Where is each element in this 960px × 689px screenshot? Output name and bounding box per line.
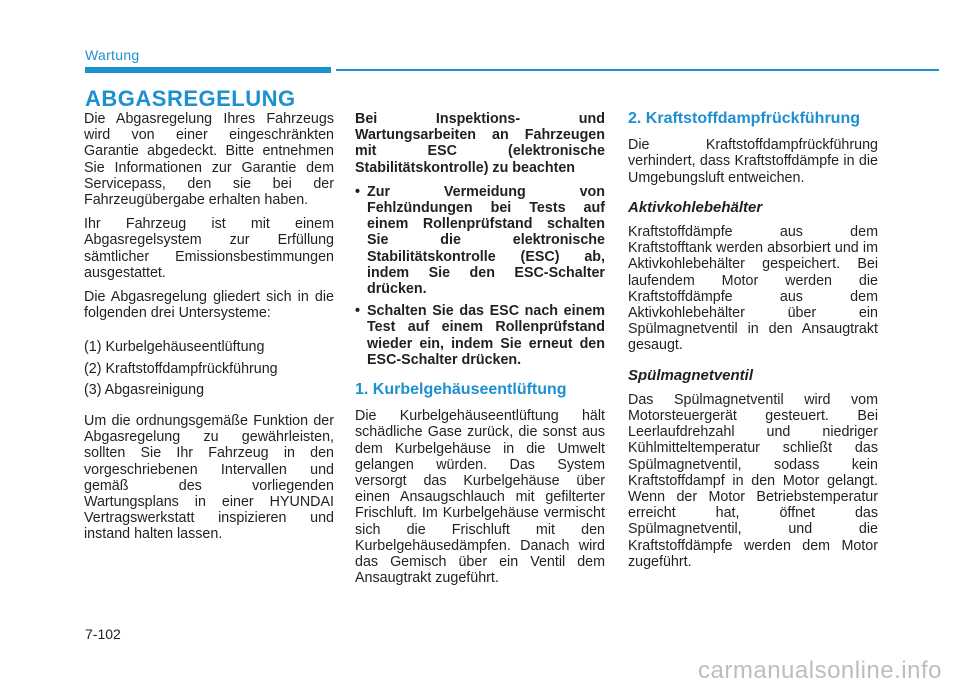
paragraph: Ihr Fahrzeug ist mit einem Abgasregelsystem zur Erfüllung sämtlicher Emissionsbestimmungen ausgestattet. <box>84 216 334 281</box>
header-rule-thin <box>336 69 939 71</box>
header-rule-thick <box>85 67 331 73</box>
paragraph: Kraftstoffdämpfe aus dem Kraftstofftank werden absorbiert und im Aktivkohlebehälter gespeichert. Bei laufendem Motor werden die Kraftstoffdämpfe aus dem Aktivkohlebehälter über ein Spülmagnetventil in den Ansaugtrakt gesaugt. <box>628 224 878 354</box>
esc-bullet-list <box>355 184 605 368</box>
section-heading: 1. Kurbelgehäuseentlüftung <box>355 381 567 399</box>
esc-notice-heading: Bei Inspektions- und Wartungsarbeiten an Fahrzeugen mit ESC (elektronische Stabilitätskontrolle) zu beachten <box>355 111 605 176</box>
subsection-heading: Aktivkohlebehälter <box>628 198 763 216</box>
column-1 <box>84 111 334 551</box>
paragraph: Um die ordnungsgemäße Funktion der Abgasregelung zu gewährleisten, sollten Sie Ihr Fahrzeug in den vorgeschriebenen Intervallen und gemäß des vorliegenden Wartungsplans in einer HYUNDAI Vertragswerkstatt inspizieren und instand halten lassen. <box>84 413 334 543</box>
page-number: 7-102 <box>85 626 121 642</box>
paragraph: Die Abgasregelung gliedert sich in die folgenden drei Untersysteme: <box>84 289 334 322</box>
section-heading: 2. Kraftstoffdampfrückführung <box>628 110 860 127</box>
subsection-heading: Spülmagnetventil <box>628 366 754 384</box>
list-item: (2) Kraftstoffdampfrückführung <box>84 360 278 377</box>
paragraph: Die Kraftstoffdampfrückführung verhindert, dass Kraftstoffdämpfe in die Umgebungsluft entweichen. <box>628 137 878 186</box>
bullet-item: • Schalten Sie das ESC nach einem Test auf einem Rollenprüfstand wieder ein, indem Sie erneut den ESC-Schalter drücken. <box>355 303 605 368</box>
column-3 <box>628 111 878 578</box>
section-label: Wartung <box>85 47 140 63</box>
bullet-item: • Zur Vermeidung von Fehlzündungen bei Tests auf einem Rollenprüfstand schalten Sie die elektronische Stabilitätskontrolle (ESC) ab, indem Sie den ESC-Schalter drücken. <box>355 184 605 297</box>
column-2 <box>355 111 605 594</box>
paragraph: Das Spülmagnetventil wird vom Motorsteuergerät gesteuert. Bei Leerlaufdrehzahl und niedriger Kühlmitteltemperatur schließt das Spülmagnetventil, sodass kein Kraftstoffdampf in den Motor gelangt. Wenn der Motor Betriebstemperatur erreicht hat, öffnet das Spülmagnetventil, und die Kraftstoffdämpfe werden dem Motor zugeführt. <box>628 391 878 570</box>
list-item: (3) Abgasreinigung <box>84 381 205 398</box>
paragraph: Die Kurbelgehäuseentlüftung hält schädliche Gase zurück, die sonst aus dem Kurbelgehäuse in die Umwelt gelangen würden. Das System versorgt das Kurbelgehäuse über einen Ansaugschlauch mit gefilterter Frischluft. Im Kurbelgehäuse vermischt sich die Frischluft mit den Kurbelgehäusedämpfen. Danach wird das Gemisch über ein Ventil dem Ansaugtrakt zugeführt. <box>355 408 605 587</box>
page-title: ABGASREGELUNG <box>85 86 296 111</box>
watermark: carmanualsonline.info <box>698 657 942 684</box>
list-item: (1) Kurbelgehäuseentlüftung <box>84 339 265 356</box>
paragraph: Die Abgasregelung Ihres Fahrzeugs wird von einer eingeschränkten Garantie abgedeckt. Bitte entnehmen Sie Informationen zur Garantie dem Servicepass, den sie bei der Fahrzeugübergabe erhalten haben. <box>84 111 334 209</box>
